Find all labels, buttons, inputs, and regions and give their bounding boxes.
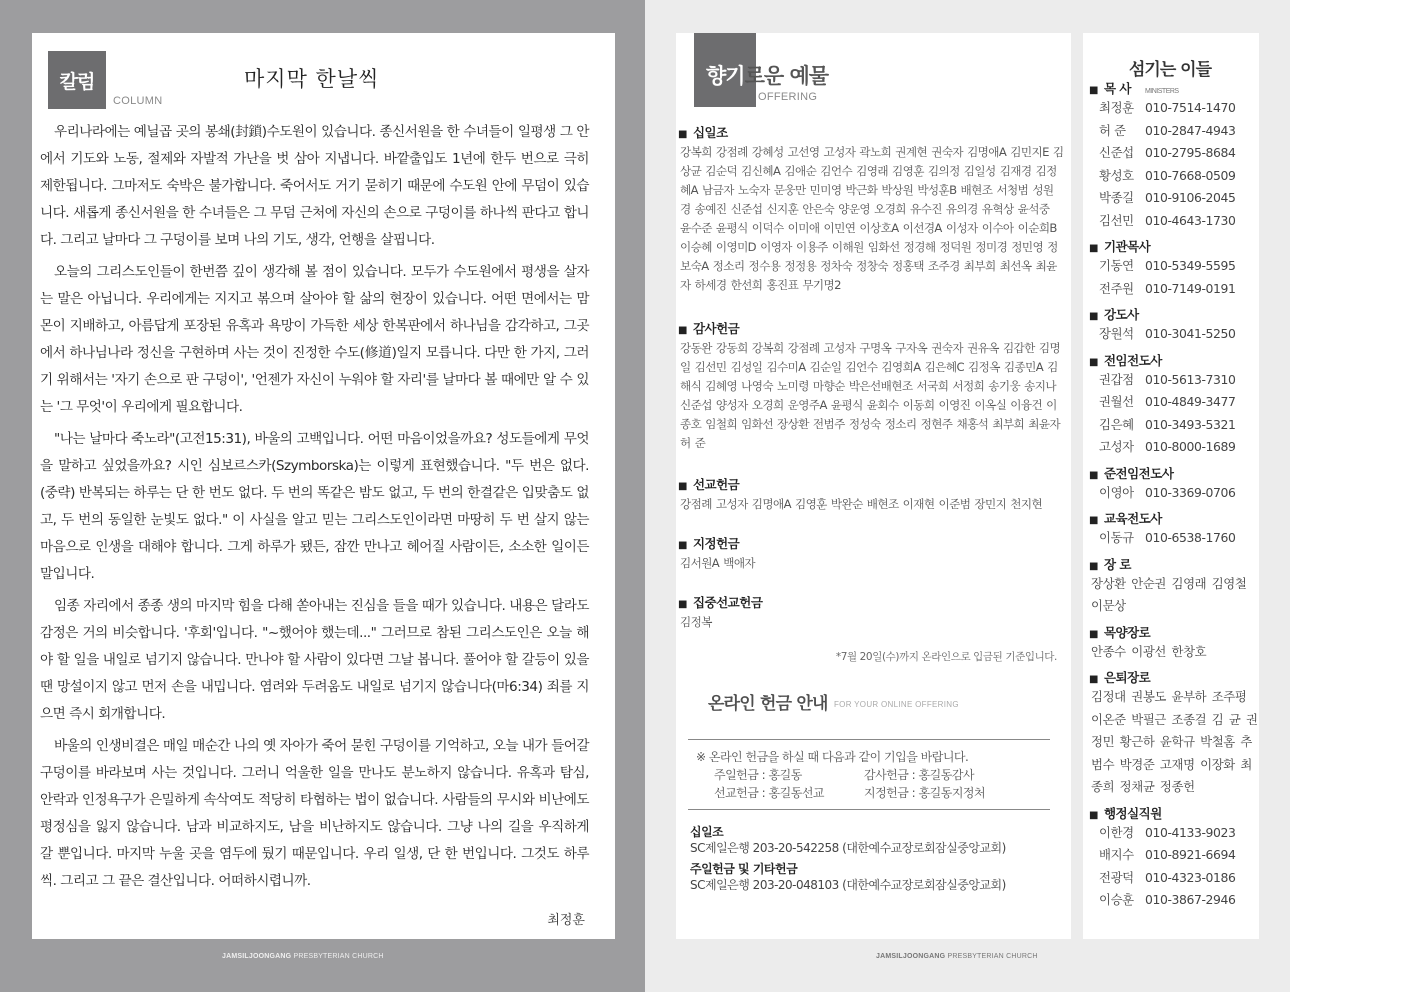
- section-names: 강복희 강점례 강혜성 고선영 고성자 곽노희 권계현 권숙자 김명애A 김민지E 김상균 김순덕 김신혜A 김애순 김언수 김영래 김영훈 김의정 김일성 김재경 김정혜A 남금자 노숙자 문웅만 민미영 박근화 박상원 박성훈B 배현조 서청범 성원경 송예진 신준섭 신지훈 안은숙 양운영 오경희 유수진 유의경 유혁상 윤석중 윤수준 윤평식 이덕수 이미애 이민연 이상호A 이선경A 이성자 이수아 이순희B 이승혜 이영미D 이영자 이용주 이해원 임화선 정경해 정덕원 정미경 정민영 정보숙A 정소리 정수용 정정용 정차숙 정창숙 정홍택 조주경 최부희 최선옥 최윤자 하세경 한선희 홍진표 무기명2: [680, 145, 1064, 292]
- section-heading: ■ 십일조: [676, 123, 1071, 141]
- minister-group-heading: [1089, 237, 1259, 255]
- right-footer: [876, 953, 1038, 960]
- minister-name: 황성호: [1099, 167, 1134, 183]
- offering-note: *7월 20일(수)까지 온라인으로 입금된 기준입니다.: [835, 651, 1057, 663]
- minister-name: 이영아: [1099, 484, 1134, 500]
- section-heading: ■ 지정헌금: [676, 534, 1071, 552]
- minister-phone: 010-8000-1689: [1145, 439, 1236, 454]
- minister-name: 김은혜: [1099, 416, 1134, 432]
- minister-entry: [1089, 889, 1259, 912]
- minister-entry: [1089, 255, 1259, 278]
- minister-name: 전광덕: [1099, 869, 1134, 885]
- minister-group: [1089, 351, 1259, 459]
- minister-phone: 010-9106-2045: [1145, 190, 1236, 205]
- minister-group: [1089, 623, 1259, 664]
- account-general: [690, 861, 1060, 893]
- group-title: ■ 장 로: [1103, 556, 1131, 572]
- minister-name: 김선민: [1099, 212, 1134, 228]
- offering-subtitle: OFFERING: [758, 91, 818, 103]
- minister-name: 권월선: [1099, 394, 1134, 409]
- minister-phone: 010-3867-2946: [1145, 892, 1236, 907]
- column-paragraph: 임종 자리에서 종종 생의 마지막 힘을 다해 쏟아내는 진심을 들을 때가 있습니다. 내용은 달라도 감정은 거의 비슷합니다. '후회'입니다. "~했어야 했는데..." 그러므로 참된 그리스도인은 오늘 해야 할 일을 내일로 넘기지 않습니다. 만나야 할 사람이 있다면 그날 봅니다. 풀어야 할 갈등이 있을 땐 망설이지 않고 먼저 손을 내밉니다. 염려와 두려움도 내일로 넘기지 않습니다(마6:34) 죄를 지으면 즉시 회개합니다.: [40, 598, 589, 722]
- minister-group-heading: [1089, 668, 1259, 686]
- group-title: ■ 은퇴장로: [1103, 670, 1151, 685]
- offering-section-focused-mission: [676, 593, 1071, 632]
- account-number: SC제일은행 203-20-542258 (대한예수교장로회잠실중앙교회): [690, 841, 1006, 855]
- group-title: ■ 목양장로: [1103, 624, 1151, 640]
- account-number: SC제일은행 203-20-048103 (대한예수교장로회잠실중앙교회): [690, 878, 1006, 892]
- minister-group-heading: [1089, 804, 1259, 822]
- column-paragraph: "나는 날마다 죽노라"(고전15:31), 바울의 고백입니다. 어떤 마음이었을까요? 성도들에게 무엇을 말하고 싶었을까요? 시인 심보르스카(Szymborska)는 이렇게 표현했습니다. "두 번은 없다. (중략) 반복되는 하루는 단 한 번도 없다. 두 번의 똑같은 밤도 없고, 두 번의 한결같은 입맞춤도 없고, 두 번의 동일한 눈빛도 없다." 이 사실을 알고 믿는 그리스도인이라면 마땅히 두 번 살지 않는 마음으로 인생을 대해야 합니다. 그게 하루가 됐든, 잠깐 만나고 헤어질 사람이든, 소소한 일이든 말입니다.: [40, 431, 589, 582]
- ministers-panel: [1083, 33, 1259, 939]
- account-heading: 십일조: [690, 825, 724, 839]
- minister-name: 배지수: [1099, 847, 1134, 862]
- online-offering-title: 온라인 헌금 안내: [708, 694, 828, 714]
- offering-title: [706, 60, 828, 90]
- minister-phone: 010-3493-5321: [1145, 416, 1236, 432]
- minister-phone: 010-4323-0186: [1145, 869, 1236, 885]
- online-example-row: [696, 784, 1056, 802]
- column-panel: [32, 33, 615, 939]
- minister-group: [1089, 804, 1259, 912]
- minister-phone: 010-4643-1730: [1145, 212, 1236, 228]
- minister-name: 기동연: [1099, 258, 1134, 273]
- column-paragraph: 오늘의 그리스도인들이 한번쯤 깊이 생각해 볼 점이 있습니다. 모두가 수도원에서 평생을 살자는 말은 아닙니다. 우리에게는 지지고 볶으며 살아야 할 삶의 현장이 있습니다. 어떤 면에서는 맘몬이 지배하고, 아름답게 포장된 유혹과 욕망이 가득한 세상 한복판에서 하나님을 감각하고, 그곳에서 하나님나라 정신을 구현하며 사는 것이 진정한 수도(修道)일지 모릅니다. 다만 한 가지, 그러기 위해서는 '자기 손으로 판 구덩이', '언젠가 자신이 누워야 할 자리'를 날마다 볼 때에만 알 수 있는 '그 무엇'이 우리에게 필요합니다.: [40, 264, 589, 415]
- minister-entry: [1089, 482, 1259, 505]
- offering-section-tithe: [676, 123, 1071, 295]
- elder-names: 안종수 이광선 한창호: [1091, 643, 1207, 659]
- online-example-row: [696, 766, 1056, 784]
- minister-group: [1089, 509, 1259, 550]
- online-offering-instructions: [696, 748, 1056, 802]
- group-title: ■ 교육전도사: [1103, 511, 1162, 526]
- minister-phone: 010-5349-5595: [1145, 258, 1236, 273]
- minister-entry: [1089, 436, 1259, 459]
- column-badge: 칼럼: [48, 51, 106, 109]
- group-title: ■ 목 사: [1103, 81, 1131, 96]
- minister-phone: 010-7514-1470: [1145, 100, 1236, 115]
- minister-entry: [1089, 97, 1259, 120]
- column-body: [40, 119, 589, 900]
- minister-group-heading: [1089, 509, 1259, 527]
- minister-name: 이승훈: [1099, 892, 1134, 907]
- minister-entry: [1089, 844, 1259, 867]
- online-example: 감사헌금 : 홍길동감사: [864, 768, 975, 782]
- minister-group: [1089, 79, 1259, 232]
- section-names: 강동완 강동희 강복희 강점례 고성자 구명옥 구자옥 권숙자 권유옥 김갑한 김명일 김선민 김성일 김수미A 김순일 김언수 김영희A 김은혜C 김정옥 김종민A 김해식 김혜영 나영숙 노미령 마향순 박은선배현조 서국희 서정희 송기웅 송지나 신준섭 양성자 오경희 운영주A 윤평식 윤회수 이동희 이영진 이옥실 이융건 이종호 임철희 임화선 장상환 전범주 정성숙 정소리 정현주 채홍석 최부희 최윤자 허 준: [680, 341, 1061, 450]
- account-tithe: [690, 824, 1060, 856]
- elder-names: 김정대 권봉도 윤부하 조주평 이온준 박필근 조종걸 김 균 권정민 황근하 윤학규 박철홈 추범수 박경준 고재명 이장화 최종희 정채균 정종헌: [1091, 689, 1258, 794]
- online-example: 지정헌금 : 홍길동지정처: [864, 786, 986, 800]
- minister-group-heading: [1089, 79, 1259, 97]
- minister-phone: 010-7149-0191: [1145, 280, 1236, 296]
- section-heading: ■ 감사헌금: [676, 319, 1071, 337]
- footer-church-name: JAMSILJOONGANG: [222, 953, 292, 960]
- ministers-title: 섬기는 이들: [1129, 60, 1212, 80]
- column-author: 최정훈: [547, 913, 585, 928]
- offering-panel: [676, 33, 1071, 939]
- footer-church-suffix: PRESBYTERIAN CHURCH: [291, 953, 384, 960]
- minister-name: 허 준: [1099, 122, 1126, 138]
- section-heading: ■ 선교헌금: [676, 475, 1071, 493]
- minister-entry: [1089, 323, 1259, 346]
- minister-entry: [1089, 278, 1259, 301]
- group-title: ■ 행정실직원: [1103, 805, 1162, 821]
- group-title: ■ 강도사: [1103, 307, 1139, 322]
- divider: [688, 809, 1050, 810]
- minister-entry: [1089, 822, 1259, 845]
- minister-phone: 010-3369-0706: [1145, 484, 1236, 500]
- column-paragraph: 우리나라에는 예닐곱 곳의 봉쇄(封鎖)수도원이 있습니다. 종신서원을 한 수녀들이 일평생 그 안에서 기도와 노동, 절제와 자발적 가난을 벗 삼아 지냅니다. 바깥출입도 1년에 한두 번으로 극히 제한됩니다. 그마저도 숙박은 불가합니다. 죽어서도 거기 묻히기 때문에 수도원 안에 무덤이 있습니다. 새롭게 종신서원을 한 수녀들은 그 무덤 근처에 자신의 손으로 구덩이를 하나씩 판다고 합니다. 그리고 날마다 그 구덩이를 보며 나의 기도, 생각, 언행을 살핍니다.: [40, 124, 589, 248]
- section-names: 김서원A 백애자: [680, 556, 756, 570]
- minister-entry: [1089, 414, 1259, 437]
- minister-group: [1089, 668, 1259, 799]
- minister-group: [1089, 305, 1259, 346]
- minister-entry: [1089, 527, 1259, 550]
- group-title: ■ 준전임전도사: [1103, 465, 1174, 481]
- minister-phone: 010-7668-0509: [1145, 167, 1236, 183]
- ministers-list: [1089, 79, 1259, 917]
- column-badge-subtitle: COLUMN: [113, 95, 163, 107]
- online-intro: ※ 온라인 헌금을 하실 때 다음과 같이 기입을 바랍니다.: [696, 750, 969, 764]
- minister-group-heading: [1089, 464, 1259, 482]
- minister-phone: 010-4133-9023: [1145, 824, 1236, 840]
- online-example: 주일헌금 : 홍길동: [714, 768, 802, 782]
- minister-name: 이동규: [1099, 530, 1134, 545]
- online-offering-subtitle: FOR YOUR ONLINE OFFERING: [834, 700, 959, 709]
- minister-entry: [1089, 867, 1259, 890]
- minister-group: [1089, 555, 1259, 618]
- offering-section-mission: [676, 475, 1071, 514]
- column-paragraph: 바울의 인생비결은 매일 매순간 나의 옛 자아가 죽어 묻힌 구덩이를 기억하고, 오늘 내가 들어갈 구덩이를 바라보며 사는 것입니다. 그러니 억울한 일을 만나도 분노하지 않습니다. 유혹과 탐심, 안락과 인정욕구가 은밀하게 속삭여도 적당히 타협하는 법이 없습니다. 사람들의 무시와 비난에도 평정심을 잃지 않습니다. 남과 비교하지도, 남을 비난하지도 않습니다. 그냥 나의 길을 우직하게 갈 뿐입니다. 마지막 누울 곳을 염두에 뒀기 때문입니다. 우리 일생, 단 한 번입니다. 그것도 하루씩. 그리고 그 끝은 결산입니다. 어떠하시렵니까.: [40, 738, 589, 889]
- minister-group-heading: [1089, 305, 1259, 323]
- minister-name: 박종길: [1099, 190, 1134, 205]
- minister-group: [1089, 464, 1259, 505]
- column-title: 마지막 한날씩: [244, 67, 380, 91]
- minister-group-heading: [1089, 555, 1259, 573]
- minister-group-heading: [1089, 623, 1259, 641]
- footer-church-suffix: PRESBYTERIAN CHURCH: [945, 953, 1038, 960]
- minister-entry: [1089, 165, 1259, 188]
- offering-title-part2: 로운 예물: [744, 64, 829, 88]
- minister-name: 고성자: [1099, 439, 1134, 454]
- offering-section-designated: [676, 534, 1071, 573]
- minister-entry: [1089, 142, 1259, 165]
- offering-section-thanks: [676, 319, 1071, 453]
- page-margin: [1290, 0, 1403, 992]
- online-example: 선교헌금 : 홍길동선교: [714, 786, 825, 800]
- minister-phone: 010-6538-1760: [1145, 530, 1236, 545]
- minister-group: [1089, 237, 1259, 300]
- divider: [688, 739, 1050, 740]
- minister-name: 신준섭: [1099, 145, 1134, 160]
- group-title-english: MINISTERS: [1144, 88, 1179, 95]
- minister-name: 장원석: [1099, 326, 1134, 341]
- section-heading: ■ 집중선교헌금: [676, 593, 1071, 611]
- minister-group-heading: [1089, 351, 1259, 369]
- section-names: 김정복: [680, 615, 712, 629]
- minister-phone: 010-5613-7310: [1145, 371, 1236, 387]
- footer-church-name: JAMSILJOONGANG: [876, 953, 946, 960]
- minister-entry: [1089, 369, 1259, 392]
- minister-phone: 010-3041-5250: [1145, 326, 1236, 341]
- minister-entry: [1089, 210, 1259, 233]
- group-title: ■ 기관목사: [1103, 239, 1151, 254]
- left-footer: [222, 953, 384, 960]
- group-title: ■ 전임전도사: [1103, 352, 1162, 368]
- minister-entry: [1089, 391, 1259, 414]
- minister-name: 전주원: [1099, 280, 1134, 296]
- section-names: 강점례 고성자 김명애A 김영훈 박완순 배현조 이재현 이준범 장민지 천지현: [680, 497, 1043, 511]
- minister-phone: 010-8921-6694: [1145, 847, 1236, 862]
- minister-name: 이한경: [1099, 824, 1134, 840]
- minister-entry: [1089, 120, 1259, 143]
- minister-name: 권갑점: [1099, 371, 1134, 387]
- minister-phone: 010-4849-3477: [1145, 394, 1236, 409]
- offering-title-part1: 향기: [706, 64, 745, 88]
- elder-names: 장상환 안순권 김영래 김영철 이문상: [1091, 575, 1247, 613]
- minister-name: 최정훈: [1099, 100, 1134, 115]
- minister-entry: [1089, 187, 1259, 210]
- minister-phone: 010-2795-8684: [1145, 145, 1236, 160]
- account-heading: 주일헌금 및 기타헌금: [690, 862, 798, 876]
- minister-phone: 010-2847-4943: [1145, 122, 1236, 138]
